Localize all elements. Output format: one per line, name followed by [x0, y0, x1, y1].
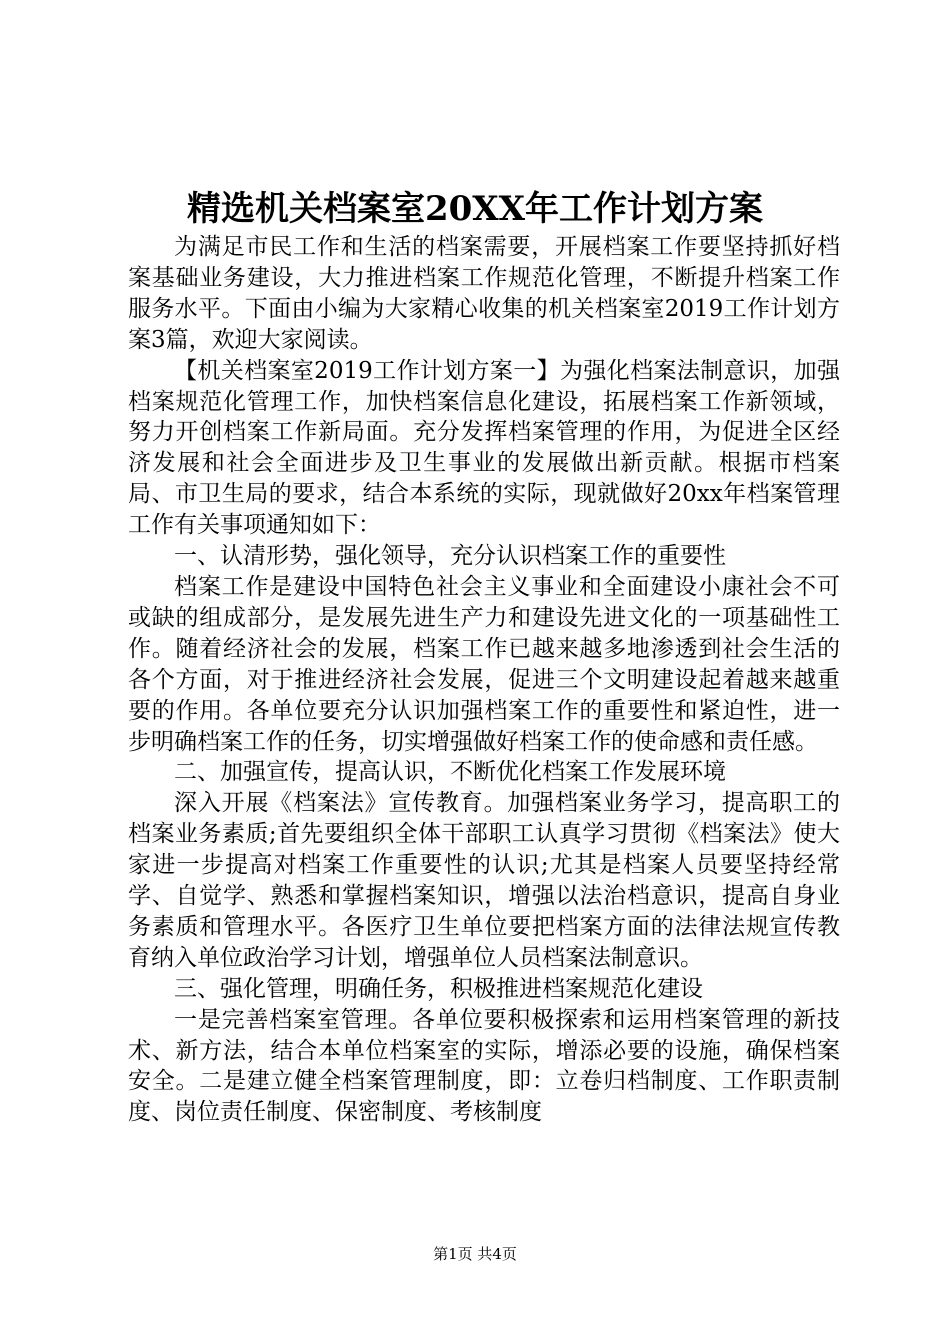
section-2-paragraph: 深入开展《档案法》宣传教育。加强档案业务学习，提高职工的档案业务素质;首先要组织全体干部职工认真学习贯彻《档案法》使大家进一步提高对档案工作重要性的认识;尤其是档案人员要坚持经常学、自觉学、熟悉和掌握档案知识，增强以法治档意识，提高自身业务素质和管理水平。各医疗卫生单位要把档案方面的法律法规宣传教育纳入单位政治学习计划，增强单位人员档案法制意识。: [128, 790, 840, 971]
section-1-paragraph: 档案工作是建设中国特色社会主义事业和全面建设小康社会不可或缺的组成部分，是发展先进生产力和建设先进文化的一项基础性工作。随着经济社会的发展，档案工作已越来越多地渗透到社会生活的各个方面，对于推进经济社会发展，促进三个文明建设起着越来越重要的作用。各单位要充分认识加强档案工作的重要性和紧迫性，进一步明确档案工作的任务，切实增强做好档案工作的使命感和责任感。: [128, 573, 840, 755]
plan-one-paragraph: 【机关档案室2019工作计划方案一】为强化档案法制意识，加强档案规范化管理工作，加快档案信息化建设，拓展档案工作新领域，努力开创档案工作新局面。充分发挥档案管理的作用，为促进全区经济发展和社会全面进步及卫生事业的发展做出新贡献。根据市档案局、市卫生局的要求，结合本系统的实际，现就做好20xx年档案管理工作有关事项通知如下：: [128, 357, 840, 539]
document-title: 精选机关档案室20XX年工作计划方案: [186, 189, 764, 229]
section-heading-3: 三、强化管理，明确任务，积极推进档案规范化建设: [174, 975, 703, 1002]
section-heading-1: 一、认清形势，强化领导，充分认识档案工作的重要性: [174, 543, 726, 570]
document-body: [128, 232, 840, 1128]
intro-paragraph: 为满足市民工作和生活的档案需要，开展档案工作要坚持抓好档案基础业务建设，大力推进档案工作规范化管理，不断提升档案工作服务水平。下面由小编为大家精心收集的机关档案室2019工作计划方案3篇，欢迎大家阅读。: [128, 234, 840, 353]
section-heading-2: 二、加强宣传，提高认识，不断优化档案工作发展环境: [174, 759, 726, 786]
page-footer: 第1页 共4页: [433, 1245, 517, 1263]
section-3-paragraph: 一是完善档案室管理。各单位要积极探索和运用档案管理的新技术、新方法，结合本单位档案室的实际，增添必要的设施，确保档案安全。二是建立健全档案管理制度，即：立卷归档制度、工作职责制度、岗位责任制度、保密制度、考核制度: [128, 1006, 840, 1126]
